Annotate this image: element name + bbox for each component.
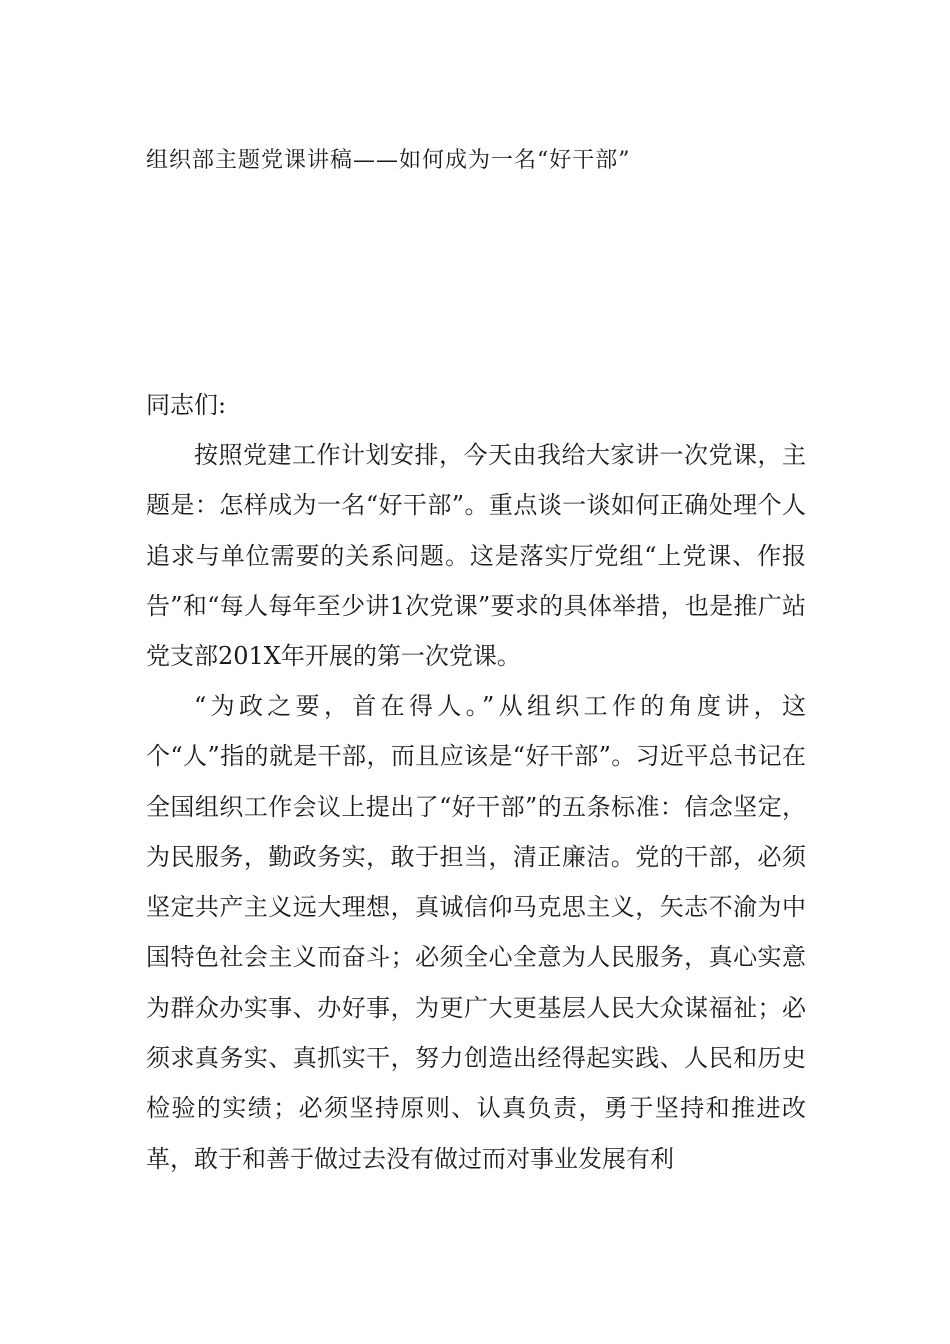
paragraph-1: 按照党建工作计划安排，今天由我给大家讲一次党课，主题是：怎样成为一名“好干部”。重点谈一谈如何正确处理个人追求与单位需要的关系问题。这是落实厅党组“上党课、作报告”和“每人每年至少讲1次党课”要求的具体举措，也是推广站党支部201X年开展的第一次党课。	[146, 441, 806, 671]
salutation: 同志们:	[146, 391, 227, 419]
paragraph-2: “为政之要，首在得人。”从组织工作的角度讲，这个“人”指的就是干部，而且应该是“好干部”。习近平总书记在全国组织工作会议上提出了“好干部”的五条标准：信念坚定，为民服务，勤政务实，敢于担当，清正廉洁。党的干部，必须坚定共产主义远大理想，真诚信仰马克思主义，矢志不渝为中国特色社会主义而奋斗；必须全心全意为人民服务，真心实意为群众办实事、办好事，为更广大更基层人民大众谋福祉；必须求真务实、真抓实干，努力创造出经得起实践、人民和历史检验的实绩；必须坚持原则、认真负责，勇于坚持和推进改革，敢于和善于做过去没有做过而对事业发展有利	[146, 692, 806, 1173]
document-title: 组织部主题党课讲稿——如何成为一名“好干部”	[146, 148, 631, 173]
